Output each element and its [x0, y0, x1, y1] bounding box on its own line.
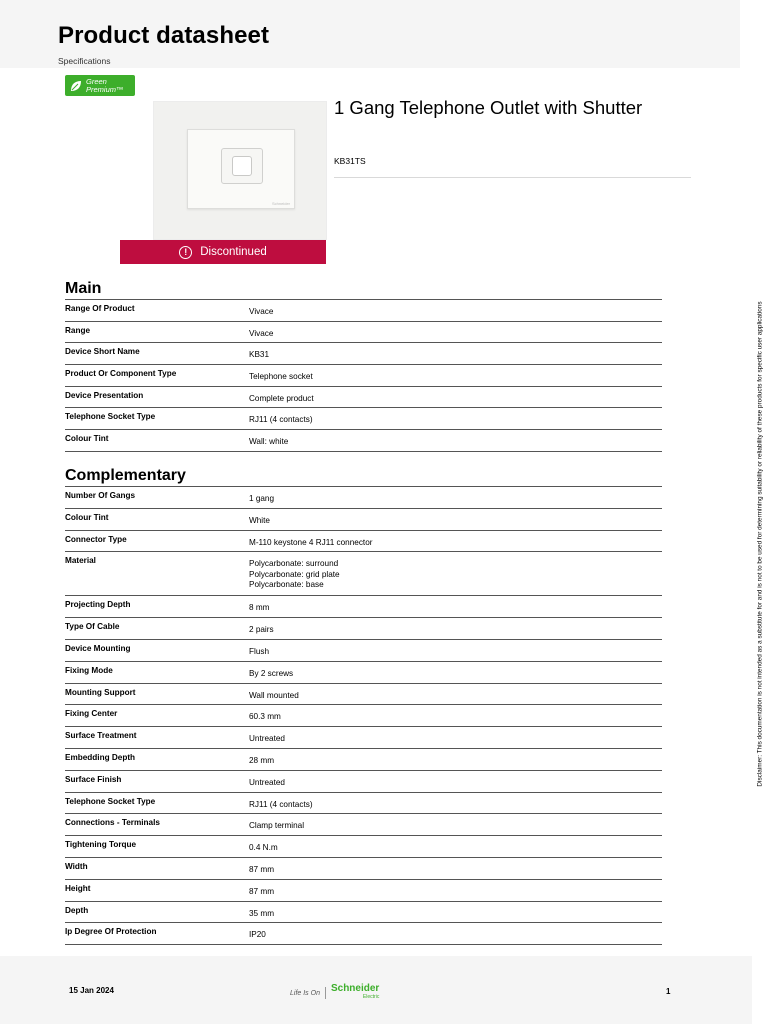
- row-value-line: Polycarbonate: grid plate: [249, 569, 340, 579]
- socket-shutter: [232, 156, 252, 176]
- document-subtitle: Specifications: [58, 56, 111, 66]
- schneider-logo: [290, 984, 379, 1002]
- row-value-line: Polycarbonate: surround: [249, 559, 339, 569]
- table-row: [65, 880, 662, 902]
- row-value-line: Untreated: [249, 734, 285, 744]
- disclaimer-text: Disclaimer: This documentation is not intended as a substitute for and is not to be used for determining suitability or reliability of these products for specific user applications: [756, 301, 764, 787]
- table-row: [65, 923, 662, 945]
- row-value-line: White: [249, 515, 270, 525]
- page-footer: [0, 956, 752, 1024]
- row-label: Product Or Component Type: [65, 369, 177, 379]
- footer-tagline: Life Is On: [290, 989, 320, 997]
- row-label: Surface Finish: [65, 774, 122, 784]
- row-label: Height: [65, 883, 91, 893]
- table-row: [65, 552, 662, 596]
- table-row: [65, 858, 662, 880]
- table-row: [65, 531, 662, 553]
- row-value: [249, 684, 662, 705]
- leaf-icon: [69, 79, 83, 93]
- row-value-line: 87 mm: [249, 864, 275, 874]
- row-value: [249, 487, 662, 508]
- row-label: Ip Degree Of Protection: [65, 927, 157, 937]
- row-label: Material: [65, 556, 96, 566]
- green-premium-badge: [65, 75, 135, 96]
- row-value: [249, 749, 662, 770]
- product-image: [153, 101, 327, 240]
- row-value-line: Telephone socket: [249, 372, 313, 382]
- row-value: [249, 640, 662, 661]
- row-value-line: 0.4 N.m: [249, 843, 278, 853]
- row-value-line: 28 mm: [249, 755, 275, 765]
- table-row: [65, 727, 662, 749]
- page-number: 1: [666, 987, 671, 996]
- table-row: [65, 705, 662, 727]
- table-row: [65, 487, 662, 509]
- row-label: Fixing Mode: [65, 665, 113, 675]
- row-label: Number Of Gangs: [65, 491, 136, 500]
- row-value-line: 87 mm: [249, 886, 275, 896]
- row-value-line: 60.3 mm: [249, 712, 281, 722]
- row-value-line: 2 pairs: [249, 625, 274, 635]
- row-value-line: Vivace: [249, 307, 274, 316]
- row-value: [249, 430, 662, 451]
- row-value-line: Complete product: [249, 393, 314, 403]
- row-label: Embedding Depth: [65, 752, 136, 762]
- row-value-line: KB31: [249, 350, 270, 360]
- table-row: [65, 408, 662, 430]
- product-name: 1 Gang Telephone Outlet with Shutter: [334, 97, 643, 118]
- row-value-line: IP20: [249, 930, 266, 940]
- disclaimer: [753, 301, 767, 787]
- row-label: Telephone Socket Type: [65, 796, 156, 806]
- row-label: Surface Treatment: [65, 731, 137, 741]
- row-value: [249, 814, 662, 835]
- badge-line-1: Green: [86, 76, 107, 86]
- row-value-line: Polycarbonate: base: [249, 580, 324, 590]
- plate-brand-mark: Schneider: [271, 201, 290, 206]
- table-row: [65, 618, 662, 640]
- complementary-section: [65, 466, 662, 945]
- row-value-line: RJ11 (4 contacts): [249, 799, 313, 809]
- table-row: [65, 596, 662, 618]
- row-label: Device Short Name: [65, 347, 140, 357]
- row-value-line: M-110 keystone 4 RJ11 connector: [249, 537, 373, 547]
- document-title: Product datasheet: [58, 22, 270, 49]
- brand-name: Schneider: [330, 983, 380, 994]
- row-label: Tightening Torque: [65, 840, 137, 850]
- logo-separator: [325, 987, 326, 999]
- row-label: Colour Tint: [65, 434, 109, 444]
- main-heading: Main: [65, 279, 662, 300]
- row-label: Connections - Terminals: [65, 818, 160, 828]
- table-row: [65, 300, 662, 322]
- row-value: [249, 343, 662, 364]
- table-row: [65, 430, 662, 452]
- row-value-line: Flush: [249, 646, 270, 656]
- row-value: [249, 387, 662, 408]
- row-label: Depth: [65, 905, 89, 915]
- table-row: [65, 640, 662, 662]
- row-value: [249, 902, 662, 923]
- row-value-line: Untreated: [249, 777, 285, 787]
- status-label: Discontinued: [200, 246, 267, 258]
- table-row: [65, 814, 662, 836]
- table-row: [65, 509, 662, 531]
- complementary-table: [65, 487, 662, 945]
- footer-brand: [331, 984, 379, 1002]
- title-divider: [334, 177, 691, 178]
- table-row: [65, 662, 662, 684]
- row-value: [249, 322, 662, 343]
- row-label: Telephone Socket Type: [65, 412, 156, 422]
- product-reference: KB31TS: [334, 156, 366, 166]
- row-value: [249, 408, 662, 429]
- row-value: [249, 858, 662, 879]
- row-label: Projecting Depth: [65, 600, 131, 610]
- row-value: [249, 727, 662, 748]
- row-value-line: Wall mounted: [249, 690, 299, 700]
- table-row: [65, 793, 662, 815]
- discontinued-banner: [120, 240, 326, 264]
- badge-line-2: Premium™: [86, 84, 124, 94]
- row-value-line: 8 mm: [249, 603, 270, 613]
- brand-sub: Electric: [362, 994, 380, 1000]
- main-section: [65, 279, 662, 452]
- row-value: [249, 509, 662, 530]
- row-value: [249, 836, 662, 857]
- telephone-socket: [221, 148, 263, 184]
- row-value-line: Wall: white: [249, 437, 289, 447]
- badge-text: [86, 78, 124, 94]
- row-value-line: 35 mm: [249, 908, 275, 918]
- row-value: [249, 705, 662, 726]
- outlet-plate: [187, 129, 295, 209]
- row-value: [249, 662, 662, 683]
- row-value: [249, 552, 662, 595]
- table-row: [65, 749, 662, 771]
- table-row: [65, 684, 662, 706]
- footer-date: 15 Jan 2024: [69, 986, 114, 995]
- page-header: [0, 0, 740, 68]
- row-value: [249, 531, 662, 552]
- table-row: [65, 771, 662, 793]
- row-label: Fixing Center: [65, 709, 118, 719]
- row-value-line: Vivace: [249, 328, 274, 338]
- row-value: [249, 300, 662, 321]
- row-value: [249, 596, 662, 617]
- row-label: Range: [65, 325, 91, 335]
- table-row: [65, 343, 662, 365]
- row-value: [249, 880, 662, 901]
- complementary-heading: Complementary: [65, 466, 662, 487]
- row-label: Colour Tint: [65, 512, 109, 522]
- table-row: [65, 387, 662, 409]
- row-value: [249, 923, 662, 944]
- table-row: [65, 836, 662, 858]
- table-row: [65, 365, 662, 387]
- row-label: Device Presentation: [65, 390, 144, 400]
- row-label: Device Mounting: [65, 643, 131, 653]
- row-value: [249, 793, 662, 814]
- row-label: Connector Type: [65, 534, 127, 544]
- row-label: Range Of Product: [65, 304, 135, 313]
- row-label: Type Of Cable: [65, 622, 120, 632]
- row-value: [249, 771, 662, 792]
- row-label: Mounting Support: [65, 687, 136, 697]
- row-value-line: By 2 screws: [249, 668, 294, 678]
- row-label: Width: [65, 861, 88, 871]
- exclamation-circle-icon: !: [179, 246, 192, 259]
- row-value: [249, 365, 662, 386]
- table-row: [65, 322, 662, 344]
- row-value-line: 1 gang: [249, 494, 275, 503]
- table-row: [65, 902, 662, 924]
- row-value-line: RJ11 (4 contacts): [249, 415, 313, 425]
- row-value: [249, 618, 662, 639]
- row-value-line: Clamp terminal: [249, 821, 305, 831]
- main-table: [65, 300, 662, 452]
